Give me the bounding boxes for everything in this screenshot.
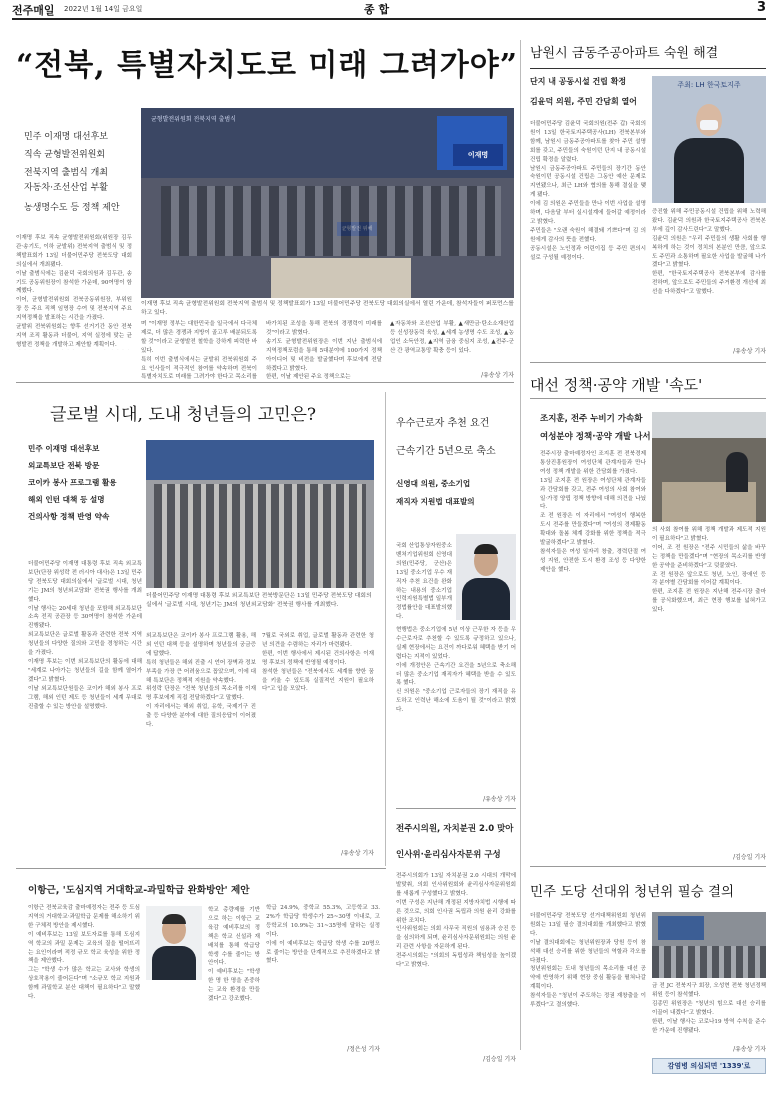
person-body bbox=[462, 578, 510, 620]
photo-screen bbox=[146, 440, 374, 480]
right1-body-right: 증진할 위해 주민공동시설 건립을 위해 노력해왔다. 김윤덕 의원과 한국토지주택공사 전북본부에 깊이 감사드린다"고 말했다. 김윤덕 의원은 "우리 주민들의 생활 사회를 행복하게 하는 것이 정치의 본분인 만큼, 앞으로도 주민과 소통하며 필요한 사업을 발굴해 나가겠다"고 밝혔다. 한편, "한국토지주택공사 전북본부에 감사를 전하며, 앞으로도 주민들의 주거환경 개선에 최선을 다하겠다"고 말했다. bbox=[652, 209, 766, 296]
bottom-body1: 이항근 전북교육감 출마예정자는 전주 등 도심지역의 거대학교·과밀학급 문제를 해소하기 위한 구체적 방안을 제시했다. 이 예비후보는 13일 보도자료를 통해 도심지역 학교의 과밀 문제는 교육의 질을 떨어뜨리는 요인이라며 적정 규모 학교 육성을 위한 정책을 제안했다. 그는 "학생 수가 많은 학교는 교사와 학생의 상호작용이 줄어든다"며 "소규모 학교 지원과 함께 과밀학교 분산 대책이 필요하다"고 말했다. bbox=[28, 905, 140, 1001]
right1-sub1: 단지 내 공동시설 건립 확정 bbox=[530, 77, 627, 86]
top-photo-caption: 이재명 후보 직속 균형발전위원회 전북지역 출범식 및 정책발표회가 13일 더불어민주당 전북도당 대회의실에서 열린 가운데, 참석자들이 퍼포먼스를 하고 있다. bbox=[141, 301, 514, 316]
youth-body3: 7월로 국외로 취업, 글로벌 활동과 관련한 청년 의견을 수렴하는 자리가 마련됐다. 한편, 이번 행사에서 제시된 건의사항은 이재명 후보의 정책에 반영될 예정이다. 참석한 청년들은 "전북에서도 세계를 향한 꿈을 키울 수 있도록 실질적인 지원이 필요하다"고 입을 모았다. bbox=[262, 633, 374, 693]
top-headline: “전북, 특별자치도로 미래 그려가야” bbox=[16, 48, 519, 83]
page-number: 3 bbox=[756, 0, 766, 15]
bottom-body3: 학급 24.9%, 중학교 55.3%, 고등학교 33.2%가 학급당 학생수가 25~30명 이내로, 고등학교의 10.9%는 31~35명에 달하는 실정이다. 이에 이 예비후보는 학급당 학생 수를 20명으로 줄이는 방안을 단계적으로 추진하겠다고 밝혔다. bbox=[266, 905, 380, 965]
divider bbox=[16, 382, 514, 383]
top-body-col3: 바가치된 조성을 통해 전북의 경쟁력이 미래를 것"이라고 밝혔다. 송기도 균형발전위원장은 이번 지난 출범식에 지역정책포럼을 통해 5대분야에 100가지 정책 아이디어 및 비전을 발굴했다며 후보에게 전달하겠다고 밝혔다. 한편, 이날 제안된 주요 정책으로는 bbox=[266, 321, 382, 380]
youth-body1: 더불어민주당 이재명 대통령 후보 직속 외교특보단(단장 위성락 전 러시아 대사)은 13일 민주당 전북도당 대회의실에서 '글로벌 시대, 청년기는 JM의 청년외교담화' 전북권 행사를 개최했다. 이날 행사는 20세대 청년을 포함해 외교특보단 소속 전직 공관장 등 30여명이 참석한 가운데 진행됐다. 외교특보단은 글로벌 활동과 관련한 전북 지역 청년들의 다양한 질의와 고민을 경청하는 시간을 가졌다. 이재명 후보는 이번 외교특보단의 활동에 대해 "세계로 나아가는 청년들의 길을 함께 열어가겠다"고 밝혔다. 이날 외교특보단원들은 코이카 해외 봉사 프로그램, 해외 인턴 제도 등 청년들이 세계 무대로 진출할 수 있는 방안을 설명했다. bbox=[28, 561, 142, 710]
bottom-body2: 학교 총량제를 기반으로 하는 이항근 교육감 예비후보의 정책은 학교 신설과 재배치를 통해 학급당 학생 수를 줄이는 방안이다. 이 예비후보는 "학생 한 명 한 명을 존중하는 교육 환경을 만들겠다"고 강조했다. bbox=[208, 907, 260, 1003]
section-label: 종 합 bbox=[364, 3, 390, 16]
right1-byline: /유송상 기자 bbox=[733, 348, 766, 355]
youth-caption: 더불어민주당 이재명 대통령 후보 외교특보단 전북방문단은 13일 민주당 전북도당 대회의실에서 '글로벌 시대, 청년기는 JM의 청년외교담화' 전북권 행사를 개최했다. bbox=[146, 593, 372, 608]
youth-decks bbox=[28, 440, 142, 525]
masthead bbox=[12, 0, 766, 18]
top-deck-1 bbox=[24, 128, 132, 182]
top-body-col2: 며 "이재명 정부는 대한민국을 일극에서 다극체제로, 더 많은 경쟁과 지방이 골고루 배분되도록 할 것"이라고 균형발전 철학을 강하게 피력한 바 있다. 특히 이번 출범식에서는 균발위 전북위원회 주요 인사들이 적극적인 참여를 약속하며 전북이 특별자치도로 미래를 그려가야 한다고 목소리를 bbox=[141, 321, 257, 380]
person-hair bbox=[474, 544, 498, 554]
council-byline: /유송상 기자 bbox=[733, 1046, 766, 1053]
council-photo bbox=[652, 912, 766, 978]
recommend-sub1: 신영대 의원, 중소기업 bbox=[396, 479, 471, 488]
council-headline: 민주 도당 선대위 청년위 필승 결의 bbox=[530, 884, 735, 900]
jeonju-body: 전주시의회가 13일 자치분권 2.0 시대의 개막에 발맞춰, 의회 인사위원회와 윤리심사자문위원회를 새롭게 구성했다고 밝혔다. 이번 구성은 지난해 개정된 지방자치법 시행에 따른 것으로, 의회 인사권 독립과 의원 윤리 강화를 위한 조치다. 인사위원회는 의회 사무국 직원의 임용과 승진 등을 심의하게 되며, 윤리심사자문위원회는 의원 윤리 관련 사항을 자문하게 된다. 전주시의회는 "의회의 독립성과 책임성을 높이겠다"고 밝혔다. bbox=[396, 873, 516, 969]
issue-date: 2022년 1월 14일 금요일 bbox=[64, 5, 143, 13]
photo-window bbox=[652, 412, 766, 438]
recommend-sub2: 재직자 지원법 대표발의 bbox=[396, 497, 475, 506]
right2-photo bbox=[652, 412, 766, 522]
deck-line: 건의사항 정책 반영 약속 bbox=[28, 512, 110, 521]
right1-body: 더불어민주당 김윤덕 국회의원(전주 갑) 국회의원이 13일 한국토지주택공사(LH) 전북본부와 함께, 남원시 금동주공아파트를 찾아 주민 설명회를 갖고, 주민들의 숙원이던 단지 내 공동시설 건립 확정을 알렸다. 남원시 금동주공아파트 주민들의 장기간 동안 숙원이던 공동시설 건립은 그동안 예산 문제로 지연됐으나, 최근 LH와 협의를 통해 결실을 맺게 됐다. 이에 김 의원은 주민들을 만나 이번 사업을 설명하며, 다음달 부터 실시설계에 들어갈 예정이라고 밝혔다. 주민들은 "오랜 숙원이 해결돼 기쁘다"며 김 의원에게 감사의 뜻을 전했다. 공동시설은 노인정과 어린이집 등 주민 편의시설로 구성될 예정이다. bbox=[530, 121, 646, 261]
bottom-photo bbox=[146, 906, 202, 980]
deck-line: 해외 인턴 대책 등 설명 bbox=[28, 495, 105, 504]
photo-banner: 균형발전위원회 전북지역 출범식 bbox=[151, 116, 236, 123]
top-photo bbox=[141, 108, 514, 298]
right2-byline: /김승일 기자 bbox=[733, 854, 766, 861]
bottom-headline: 이항근, '도심지역 거대학교-과밀학급 완화방안' 제안 bbox=[28, 885, 250, 896]
right1-photo bbox=[652, 76, 766, 203]
photo-screen bbox=[658, 916, 704, 940]
column-divider bbox=[385, 392, 386, 866]
deck-line: 자동차·조선산업 부활 bbox=[24, 183, 108, 193]
person-hair bbox=[162, 914, 186, 924]
council-body: 더불어민주당 전북도당 선거대책위원회 청년위원회는 13일 필승 결의대회를 개최했다고 밝혔다. 이날 결의대회에는 청년위원장과 당원 등이 참석해 대선 승리를 위한 청년들의 역할과 각오를 다졌다. 청년위원회는 도내 청년들의 목소리를 대선 공약에 반영하기 위해 현장 중심 활동을 펼쳐나갈 계획이다. 참석자들은 "청년이 주도하는 정권 재창출을 이루겠다"고 결의했다. bbox=[530, 913, 646, 1009]
recommend-photo bbox=[456, 534, 516, 620]
right2-headline: 대선 정책·공약 개발 '속도' bbox=[530, 376, 703, 394]
youth-body2: 외교특보단은 코이카 봉사 프로그램 활용, 해외 인턴 대책 등을 설명하며 청년들의 궁금증에 답했다. 특히 청년들은 해외 진출 시 언어 장벽과 정보 부족을 가장 큰 어려움으로 꼽았으며, 이에 대해 특보단은 정책적 지원을 약속했다. 위성락 단장은 "전북 청년들의 목소리를 이재명 후보에게 직접 전달하겠다"고 말했다. 이 자리에서는 해외 취업, 유학, 국제기구 진출 등 다양한 분야에 대한 질의응답이 이어졌다. bbox=[146, 633, 256, 729]
top-body-col1: 이재명 후보 직속 균형발전위원회(위원장 김두관·송기도, 이하 균발위) 전북지역 출범식 및 정책발표회가 13일 더불어민주당 전북도당 대회의실에서 개최됐다. 이날 출범식에는 김윤덕 국회의원과 김두관, 송기도 공동위원장이 참석한 가운데, 90여명이 함께했다. 이어, 균형발전위원회 전북공동위원장, 부위원장 등 주요 직책 임명장 수여 및 전북지역 주요 지역정책을 발표하는 시간을 가졌다. 균발위 전북위원회는 향후 선거기간 동안 전북지역 조직 활동과 더불어, 지역 실정에 맞는 균형발전 정책을 개발하고 제안할 계획이다. bbox=[16, 235, 132, 348]
bottom-byline: /정은성 기자 bbox=[347, 1046, 380, 1053]
right2-body2: 의 사회 참여를 위해 정책 개발과 제도적 지원이 필요하다"고 밝혔다. 이어, 조 전 원장은 "전주 시민들의 삶을 바꾸는 정책을 만들겠다"며 "현장의 목소리를 반영한 공약을 준비하겠다"고 덧붙였다. 조 전 원장은 앞으로도 청년, 노인, 장애인 등 각 분야별 간담회를 이어갈 계획이다. 한편, 조지훈 전 원장은 지난해 전주시장 출마를 공식화했으며, 최근 현장 행보를 넓혀가고 있다. bbox=[652, 527, 766, 614]
council-body-right: 금 전 JC 전북지구 회장, 오성현 전북 청년정책 위원 등이 참석했다. 김종민 위원장은 "청년의 힘으로 대선 승리를 이끌어 내겠다"고 밝혔다. 한편, 이날 행사는 코로나19 방역 수칙을 준수한 가운데 진행됐다. bbox=[652, 983, 766, 1034]
youth-headline: 글로벌 시대, 도내 청년들의 고민은? bbox=[50, 405, 317, 425]
jeonju-headline: 전주시의원, 자치분권 2.0 맞아 bbox=[396, 824, 514, 834]
right2-sub2: 여성분야 정책·공약 개발 나서 bbox=[540, 432, 651, 442]
deck-line: 직속 균형발전위원회 bbox=[24, 150, 106, 160]
divider bbox=[530, 362, 766, 363]
deck-line: 외교특보단 전북 방문 bbox=[28, 461, 100, 470]
youth-byline: /유송상 기자 bbox=[341, 850, 374, 857]
photo-crowd bbox=[161, 186, 501, 256]
person-body bbox=[152, 946, 196, 980]
person-body bbox=[674, 138, 744, 203]
top-body-col4: ▲자동차와 조선산업 부활, ▲새만금·탄소소재산업 등 신성장동력 육성, ▲세계 농생명 수도 조성, ▲농업인 소득안정, ▲지역 금융 중심지 조성, ▲전주-군산 간 광역교통망 확충 등이 있다. bbox=[390, 321, 514, 354]
recommend-body1: 국회 산업통상자원중소벤처기업위원회 신영대 의원(민주당, 군산)은 13일 중소기업 우수 재직자 추천 요건을 완화하는 내용의 중소기업 인력지원특별법 일부개정법률안을 대표발의했다. bbox=[396, 543, 452, 621]
right2-sub1: 조지훈, 전주 누비기 가속화 bbox=[540, 414, 643, 424]
youth-photo bbox=[146, 440, 374, 588]
recommend-byline: /유송상 기자 bbox=[483, 796, 516, 803]
deck-line: 농생명수도 등 정책 제안 bbox=[24, 203, 120, 213]
right2-body1: 전주시장 출마예정자인 조지훈 전 전북경제통상진흥원장이 여성단체 관계자들과 만나 여성 정책 개발을 위한 간담회를 가졌다. 13일 조지훈 전 원장은 여성단체 관계자들과 간담회를 갖고, 전주 여성의 사회 참여와 일·가정 양립 정책 방향에 대해 의견을 나눴다. 조 전 원장은 이 자리에서 "여성이 행복한 도시 전주를 만들겠다"며 "여성의 경제활동 확대와 돌봄 체계 강화를 위한 정책을 적극 발굴하겠다"고 밝혔다. 참석자들은 여성 일자리 창출, 경력단절 여성 지원, 안전한 도시 환경 조성 등 다양한 제안을 했다. bbox=[540, 451, 646, 573]
paper-name: 전주매일 bbox=[12, 4, 55, 17]
divider bbox=[16, 868, 386, 869]
deck-line: 전북지역 출범식 개최 bbox=[24, 168, 108, 178]
photo-banner: 주최: LH 한국토지주 bbox=[677, 81, 741, 89]
deck-line: 민주 이재명 대선후보 bbox=[28, 444, 100, 453]
top-deck-2 bbox=[24, 178, 134, 218]
photo-crowd bbox=[652, 946, 766, 978]
recommend-body2: 현행법은 중소기업에 5년 이상 근무한 자 등을 우수근로자로 추천할 수 있도록 규정하고 있으나, 실제 현장에서는 요건이 까다로워 혜택을 받기 어렵다는 지적이 있었다. 이에 개정안은 근속기간 요건을 5년으로 축소해 더 많은 중소기업 재직자가 혜택을 받을 수 있도록 했다. 신 의원은 "중소기업 근로자들의 장기 재직을 유도하고 인력난 해소에 도움이 될 것"이라고 밝혔다. bbox=[396, 627, 516, 714]
recommend-headline-1: 우수근로자 추천 요건 bbox=[396, 418, 490, 429]
jeonju-byline: /김승일 기자 bbox=[483, 1056, 516, 1063]
divider bbox=[530, 866, 766, 867]
notice-text: 감염병 의심되면 '1339'로 bbox=[667, 1062, 751, 1070]
recommend-headline-2: 근속기간 5년으로 축소 bbox=[396, 446, 496, 457]
deck-line: 민주 이재명 대선후보 bbox=[24, 132, 108, 142]
placard: 이재명 bbox=[453, 144, 503, 166]
masthead-rule bbox=[12, 18, 766, 20]
divider bbox=[530, 68, 766, 69]
divider bbox=[530, 398, 766, 399]
top-byline: /유송상 기자 bbox=[481, 372, 514, 379]
photo-person bbox=[726, 452, 748, 492]
jeonju-sub: 인사위·윤리심사자문위 구성 bbox=[396, 850, 501, 860]
photo-crowd bbox=[154, 484, 366, 588]
column-divider bbox=[520, 40, 521, 1050]
notice-banner bbox=[652, 1058, 766, 1074]
deck-line: 코이카 봉사 프로그램 활용 bbox=[28, 478, 117, 487]
right1-sub2: 김윤덕 의원, 주민 간담회 열어 bbox=[530, 97, 637, 106]
photo-table bbox=[271, 258, 411, 298]
divider bbox=[396, 808, 516, 809]
right1-headline: 남원시 금동주공아파트 숙원 해결 bbox=[530, 46, 719, 61]
person-mask bbox=[700, 120, 718, 130]
